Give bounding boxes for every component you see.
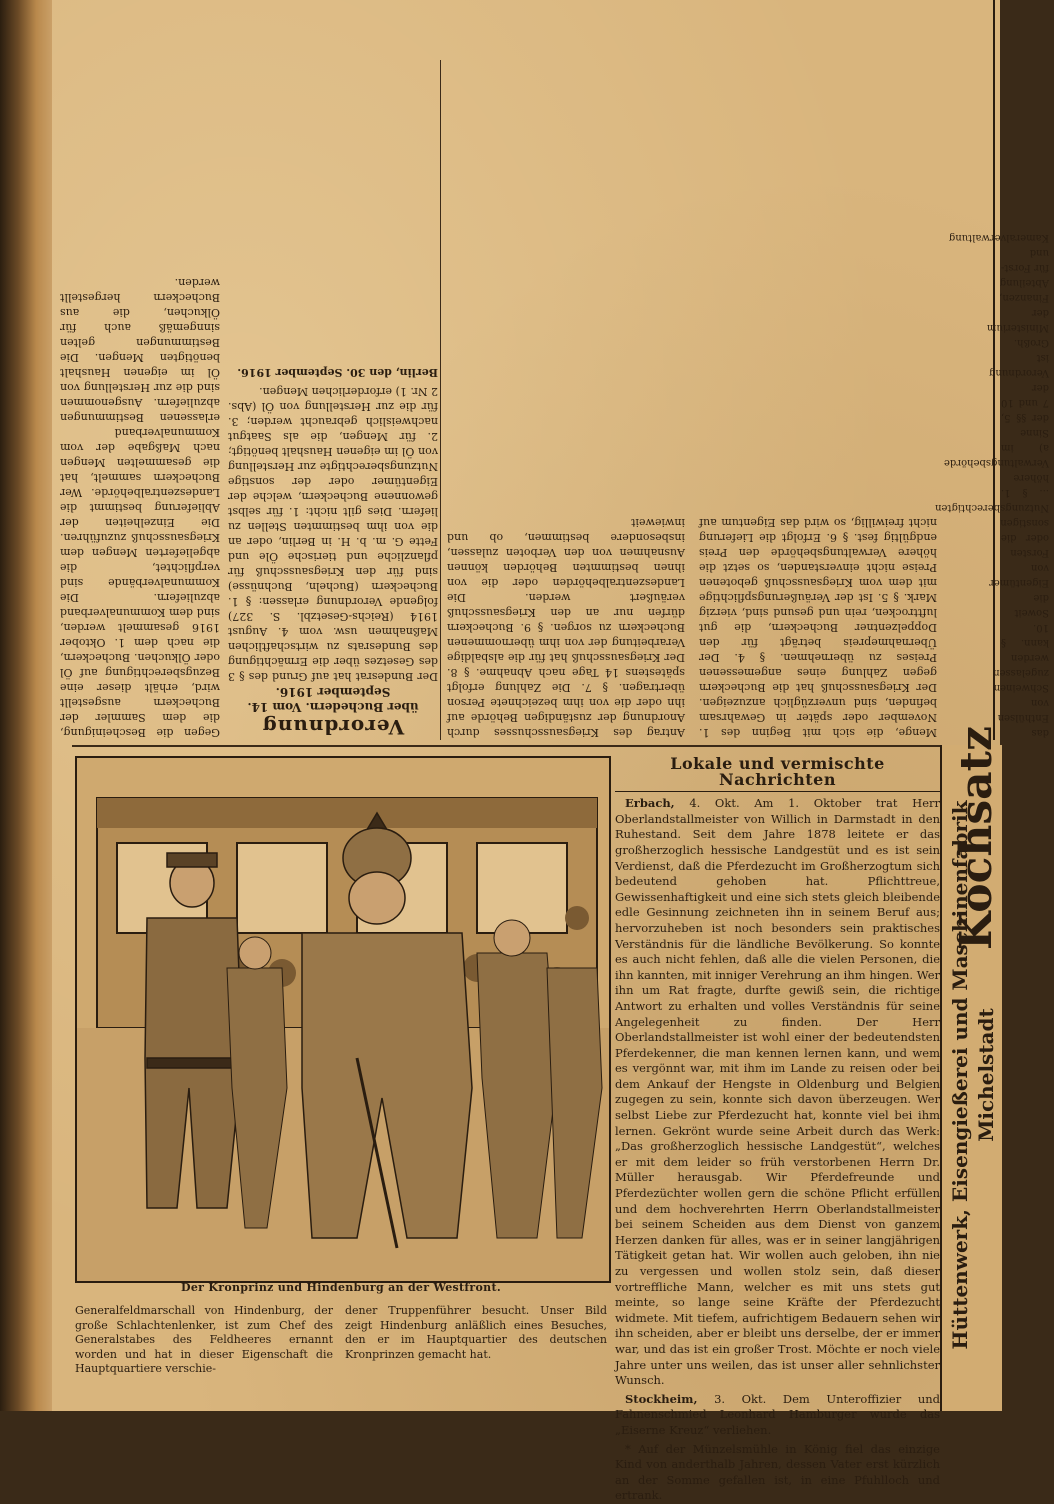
advertisement-headline: Kochsatz bbox=[951, 726, 1002, 950]
illustration-text-left-content: Generalfeldmarschall von Hindenburg, der große Schlachtenlenker, ist zum Chef des Generalstabes des Feldheeres ernannt worden und hat in dieser Eigenschaft die Hauptquartiere verschie- bbox=[75, 1304, 333, 1375]
edge-column-text: das Enthülsen von Schweinen zugelassen werden kann. § 10. Soweit die Eigentümer von Forsten oder die sonstigen Nutzungsberechtigten ... § 1. höhere Verwaltungsbehörde a) im Sinne der §§ 5, 7 und 10 der Verordnung ist Großh. Ministerium der Finanzen, Abteilung für Forst- und Kameralverwaltung bbox=[935, 232, 1049, 738]
book-binding bbox=[0, 0, 52, 1411]
horizontal-rule bbox=[72, 745, 952, 747]
news-item-text: * Auf der Münzelsmühle in König fiel das einzige Kind von anderthalb Jahren, dessen Vater erst kürzlich an der Somme gefallen ist, in eine Pfuhlloch und ertrank. bbox=[615, 1441, 940, 1503]
news-item bbox=[615, 796, 940, 1389]
illustration-text-right-content: dener Truppenführer besucht. Unser Bild zeigt Hindenburg anläßlich eines Besuches, den er im Hauptquartier des deutschen Kronprinzen gemacht hat. bbox=[345, 1304, 607, 1361]
illustration-kronprinz-hindenburg bbox=[75, 756, 611, 1283]
news-item bbox=[615, 1392, 940, 1439]
illustration-text-right bbox=[345, 1304, 607, 1362]
advertisement-text: Hüttenwerk, Eisengießerei und Maschinenfabrik Michelstadt bbox=[948, 800, 998, 1350]
top-left-column-text: Gegen die Bescheinigung, die dem Sammler der Bucheckern ausgestellt wird, erhält dieser eine Bezugsberechtigung auf Öl oder Ölkuchen. Bucheckern, die nach dem 1. Oktober 1916 gesammelt werden, sind dem Kommunalverband abzuliefern. Die Kommunalverbände sind verpflichtet, die abgelieferten Mengen dem Kriegsausschuß zuzuführen. Die Einzelheiten der Ablieferung bestimmt die Landeszentralbehörde. Wer Bucheckern sammelt, hat die gesammelten Mengen nach Maßgabe der vom Kommunalverband erlassenen Bestimmungen abzuliefern. Ausgenommen sind die zur Herstellung von Öl im eigenen Haushalt benötigten Mengen. Die Bestimmungen gelten sinngemäß auch für Ölkuchen, die aus Bucheckern hergestellt werden. bbox=[60, 276, 220, 739]
illustration-caption: Der Kronprinz und Hindenburg an der Westfront. bbox=[181, 1281, 501, 1294]
edge-column bbox=[935, 0, 1054, 740]
verordnung-subtitle: über Buchedern. Vom 14. September 1916. bbox=[247, 685, 419, 714]
news-item bbox=[615, 1442, 940, 1504]
illustration-drawing bbox=[77, 758, 609, 1281]
verordnung-footer: Berlin, den 30. September 1916. bbox=[237, 366, 438, 379]
title-rule bbox=[615, 791, 940, 792]
edge-column-text-box bbox=[935, 0, 1049, 740]
news-item-text: 4. Okt. Am 1. Oktober trat Herr Oberlandstallmeister von Willich in Darmstadt in den Ruhestand. Seit dem Jahre 1878 leitete er das großherzoglich hessische Landgestüt und es ist sein Verdienst, daß die Pferdezucht im Großherzogtum sich bedeutend gehoben hat. Pflichttreue, Gewissenhaftigkeit und eine sich stets gleich bleibende edle Gesinnung zeichneten ihn in seinem Beruf aus; hervorzuheben ist noch besonders sein praktisches Verständnis für die ländliche Bevölkerung. So konnte es auch nicht fehlen, daß alle die vielen Personen, die ihn kannten, mit inniger Verehrung an ihm hingen. Wer ihn um Rat fragte, durfte gewiß sein, die richtige Antwort zu erhalten und volles Verständnis für seine Angelegenheit zu finden. Der Herr Oberlandstallmeister ist wohl einer der bedeutendsten Pferdekenner, die man kennen lernen kann, und wem es vergönnt war, mit ihm im Lande zu reisen oder bei dem Ankauf der Hengste in Oldenburg und Belgien zugegen zu sein, konnte sich davon überzeugen. Wer selbst Liebe zur Pferdezucht hat, konnte viel bei ihm lernen. Gekrönt wurde seine Arbeit durch das Werk: „Das großherzoglich hessische Landgestüt“, welches er mit dem leider so früh verstorbenen Herrn Dr. Müller herausgab. Wir Pferdefreunde und Pferdezüchter wollen gern die schöne Pflicht erfüllen und dem hochverehrten Herrn Oberlandstallmeister bei seinem Scheiden aus dem Dienst von ganzem Herzen danken für alles, was er in seiner langjährigen Tätigkeit getan hat. Wir wollen auch geloben, ihn nie zu vergessen und wollen stolz sein, daß dieser vortreffliche Mann, welcher es mit uns stets gut meinte, so lange seine Kräfte der Pferdezucht widmete. Mit tiefem, aufrichtigem Bedauern sehen wir ihn scheiden, aber er bleibt uns derselbe, der er immer war, und das ist ein großer Trost. Möchte er noch viele Jahre unter uns weilen, das ist unser aller sehnlichster Wunsch. bbox=[615, 796, 940, 1388]
news-item-text: 3. Okt. Dem Unteroffizier und Fahnenschmied Leonhard Hamburger wurde das „Eiserne Kreuz“ verliehen. bbox=[615, 1391, 940, 1437]
local-news-title: Lokale und vermischte Nachrichten bbox=[670, 754, 885, 789]
news-item-place: Erbach, bbox=[625, 796, 675, 811]
top-left-column bbox=[60, 60, 220, 740]
verordnung-body: Der Bundesrat hat auf Grund des § 3 des Gesetzes über die Ermächtigung des Bundesrats zu wirtschaftlichen Maßnahmen usw. vom 4. August 1914 (Reichs-Gesetzbl. S. 327) folgende Verordnung erlassen: § 1. Bucheckern (Bucheln, Buchnüsse) sind für den Kriegsausschuß für pflanzliche und tierische Öle und Fette G. m. b. H. in Berlin, oder an die von ihm bestimmten Stellen zu liefern. Dies gilt nicht: 1. für selbst gewonnene Bucheckern, welche der Eigentümer oder der sonstige Nutzungsberechtigte zur Herstellung von Öl im eigenen Haushalt benötigt; 2. für Mengen, die als Saatgut nachweislich gebraucht werden; 3. für die zur Herstellung von Öl (Abs. 2 Nr. 1) erforderlichen Mengen. bbox=[228, 385, 438, 683]
verordnung-title: Verordnung bbox=[261, 715, 405, 739]
verordnung-article bbox=[228, 50, 438, 740]
top-middle-column-text: Menge, die sich mit Beginn des 1. November oder später in Gewahrsam befinden, sind unverzüglich anzuzeigen. Der Kriegsausschuß hat die Bucheckern gegen Zahlung eines angemessenen Preises zu übernehmen. § 4. Der Übernahmepreis beträgt für den Doppelzentner Bucheckern, die gut lufttrocken, rein und gesund sind, vierzig Mark. § 5. Ist der Veräußerungspflichtige mit dem vom Kriegsausschuß gebotenen Preise nicht einverstanden, so setzt die höhere Verwaltungsbehörde den Preis endgültig fest. § 6. Erfolgt die Lieferung nicht freiwillig, so wird das Eigentum auf Antrag des Kriegsausschusses durch Anordnung der zuständigen Behörde auf ihn oder die von ihm bezeichnete Person übertragen. § 7. Die Zahlung erfolgt spätestens 14 Tage nach Abnahme. § 8. Der Kriegsausschuß hat für die alsbaldige Verarbeitung der von ihm übernommenen Bucheckern zu sorgen. § 9. Bucheckern dürfen nur an den Kriegsausschuß veräußert werden. Die Landeszentralbehörden oder die von ihnen bestimmten Behörden können Ausnahmen von den Verboten zulassen, insbesondere bestimmen, ob und inwieweit bbox=[447, 516, 937, 739]
advertisement bbox=[940, 726, 1002, 1411]
news-item-place: Stockheim, bbox=[625, 1391, 698, 1406]
illustration-text-left bbox=[75, 1304, 333, 1377]
top-middle-column bbox=[447, 60, 937, 740]
column-rule bbox=[440, 60, 441, 740]
local-news-column bbox=[615, 754, 940, 1503]
